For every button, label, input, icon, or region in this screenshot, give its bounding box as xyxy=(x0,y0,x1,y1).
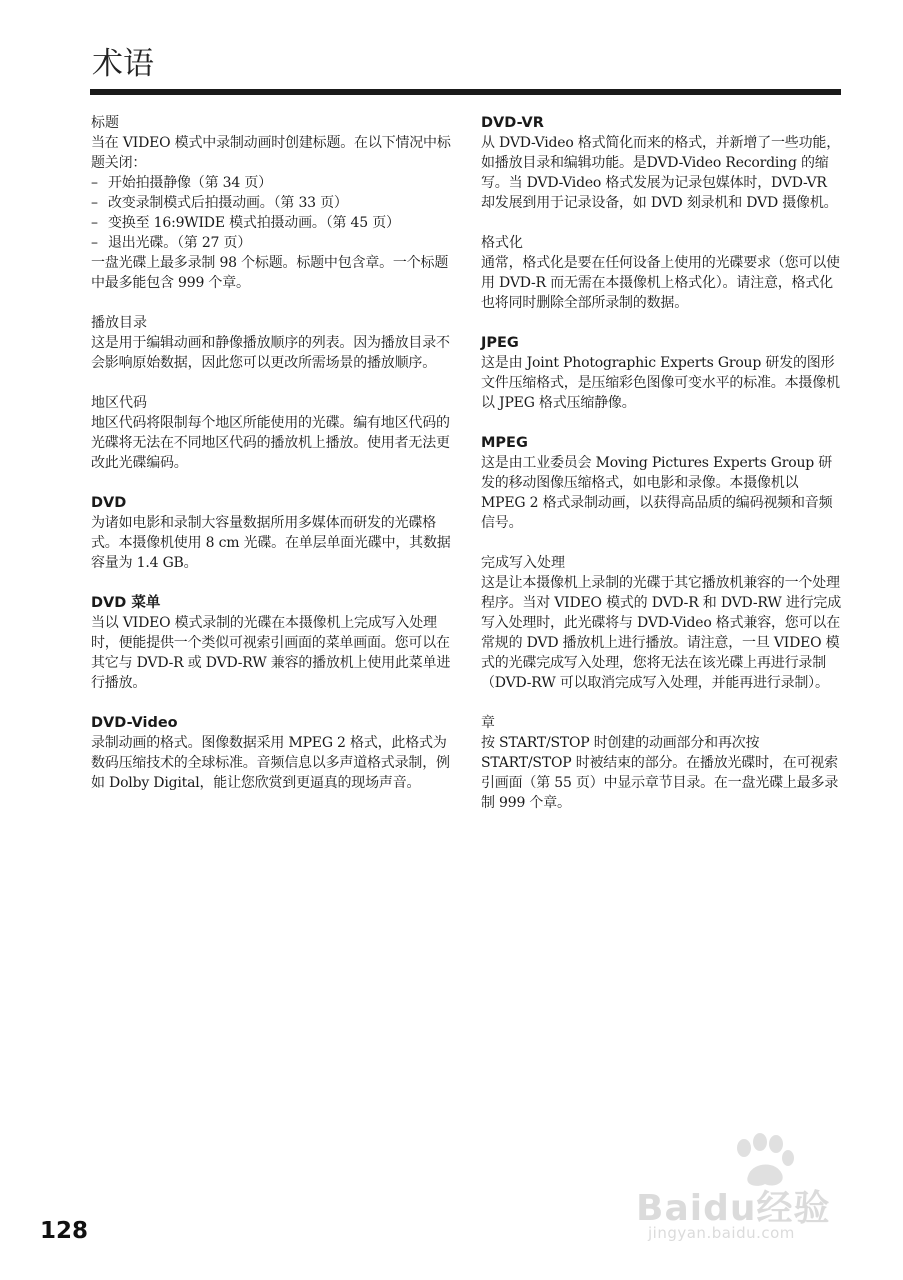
glossary-entry-dvd xyxy=(91,493,453,573)
entry-description: 地区代码将限制每个地区所能使用的光碟。编有地区代码的光碟将无法在不同地区代码的播放机上播放。使用者无法更改此光碟编码。 xyxy=(91,415,450,471)
glossary-entry-title xyxy=(91,113,453,293)
entry-term: 完成写入处理 xyxy=(481,555,565,571)
entry-description: 按 START/STOP 时创建的动画部分和再次按 START/STOP 时被结束的部分。在播放光碟时，在可视索引画面（第 55 页）中显示章节目录。在一盘光碟上最多录制 999 个章。 xyxy=(481,735,839,811)
page-title: 术语 xyxy=(92,46,154,82)
entry-term: 地区代码 xyxy=(91,395,147,411)
entry-description: 这是让本摄像机上录制的光碟于其它播放机兼容的一个处理程序。当对 VIDEO 模式的 DVD-R 和 DVD-RW 进行完成写入处理时，此光碟将与 DVD-Video 格式兼容，您可以在常规的 DVD 播放机上进行播放。请注意，一旦 VIDEO 模式的光碟完成写入处理，您将无法在该光碟上再进行录制（DVD-RW 可以取消完成写入处理，并能再进行录制）。 xyxy=(481,575,842,691)
glossary-entry-finalize xyxy=(481,553,843,693)
watermark-url: jingyan.baidu.com xyxy=(648,1224,795,1242)
list-item: – 变换至 16:9WIDE 模式拍摄动画。（第 45 页） xyxy=(91,213,453,233)
entry-term: JPEG xyxy=(481,335,519,351)
title-rule xyxy=(90,89,841,95)
entry-term: DVD xyxy=(91,495,127,511)
entry-term: DVD-Video xyxy=(91,715,178,731)
baidu-watermark xyxy=(626,1132,856,1250)
entry-description: 这是由 Joint Photographic Experts Group 研发的图形文件压缩格式，是压缩彩色图像可变水平的标准。本摄像机以 JPEG 格式压缩静像。 xyxy=(481,355,840,411)
list-item: – 改变录制模式后拍摄动画。（第 33 页） xyxy=(91,193,453,213)
glossary-entry-dvd-vr xyxy=(481,113,843,213)
entry-description: 当以 VIDEO 模式录制的光碟在本摄像机上完成写入处理时，便能提供一个类似可视索引画面的菜单画面。您可以在其它与 DVD-R 或 DVD-RW 兼容的播放机上使用此菜单进行播放。 xyxy=(91,615,451,691)
glossary-entry-dvd-video xyxy=(91,713,453,793)
page-number: 128 xyxy=(40,1218,89,1244)
glossary-entry-dvd-menu xyxy=(91,593,453,693)
glossary-entry-mpeg xyxy=(481,433,843,533)
entry-term: DVD 菜单 xyxy=(91,595,161,611)
entry-term: 格式化 xyxy=(481,235,523,251)
entry-description: 这是用于编辑动画和静像播放顺序的列表。因为播放目录不会影响原始数据，因此您可以更改所需场景的播放顺序。 xyxy=(91,335,450,371)
entry-description: 录制动画的格式。图像数据采用 MPEG 2 格式，此格式为数码压缩技术的全球标准。音频信息以多声道格式录制，例如 Dolby Digital，能让您欣赏到更逼真的现场声音。 xyxy=(91,735,450,791)
right-column xyxy=(481,113,843,833)
entry-term: MPEG xyxy=(481,435,528,451)
entry-term: 播放目录 xyxy=(91,315,147,331)
list-item: – 开始拍摄静像（第 34 页） xyxy=(91,173,453,193)
glossary-entry-chapter xyxy=(481,713,843,813)
glossary-entry-jpeg xyxy=(481,333,843,413)
entry-term: 标题 xyxy=(91,115,119,131)
glossary-entry-region-code xyxy=(91,393,453,473)
list-item: – 退出光碟。（第 27 页） xyxy=(91,233,453,253)
entry-term: DVD-VR xyxy=(481,115,544,131)
entry-description: 从 DVD-Video 格式简化而来的格式，并新增了一些功能，如播放目录和编辑功能。是DVD-Video Recording 的缩写。当 DVD-Video 格式发展为记录包媒体时，DVD-VR 却发展到用于记录设备，如 DVD 刻录机和 DVD 摄像机。 xyxy=(481,135,841,211)
entry-bullet-list xyxy=(91,173,453,253)
glossary-entry-format xyxy=(481,233,843,313)
entry-description: 这是由工业委员会 Moving Pictures Experts Group 研发的移动图像压缩格式，如电影和录像。本摄像机以 MPEG 2 格式录制动画，以获得高品质的编码视频和音频信号。 xyxy=(481,455,833,531)
entry-description: 为诸如电影和录制大容量数据所用多媒体而研发的光碟格式。本摄像机使用 8 cm 光碟。在单层单面光碟中，其数据容量为 1.4 GB。 xyxy=(91,515,451,571)
entry-description-tail: 一盘光碟上最多录制 98 个标题。标题中包含章。一个标题中最多能包含 999 个章。 xyxy=(91,255,449,291)
entry-description: 通常，格式化是要在任何设备上使用的光碟要求（您可以使用 DVD-R 而无需在本摄像机上格式化）。请注意，格式化也将同时删除全部所录制的数据。 xyxy=(481,255,840,311)
glossary-entry-playlist xyxy=(91,313,453,373)
watermark-brand: Baidu经验 xyxy=(636,1188,831,1229)
left-column xyxy=(91,113,453,813)
entry-description: 当在 VIDEO 模式中录制动画时创建标题。在以下情况中标题关闭： xyxy=(91,135,451,171)
entry-term: 章 xyxy=(481,715,495,731)
